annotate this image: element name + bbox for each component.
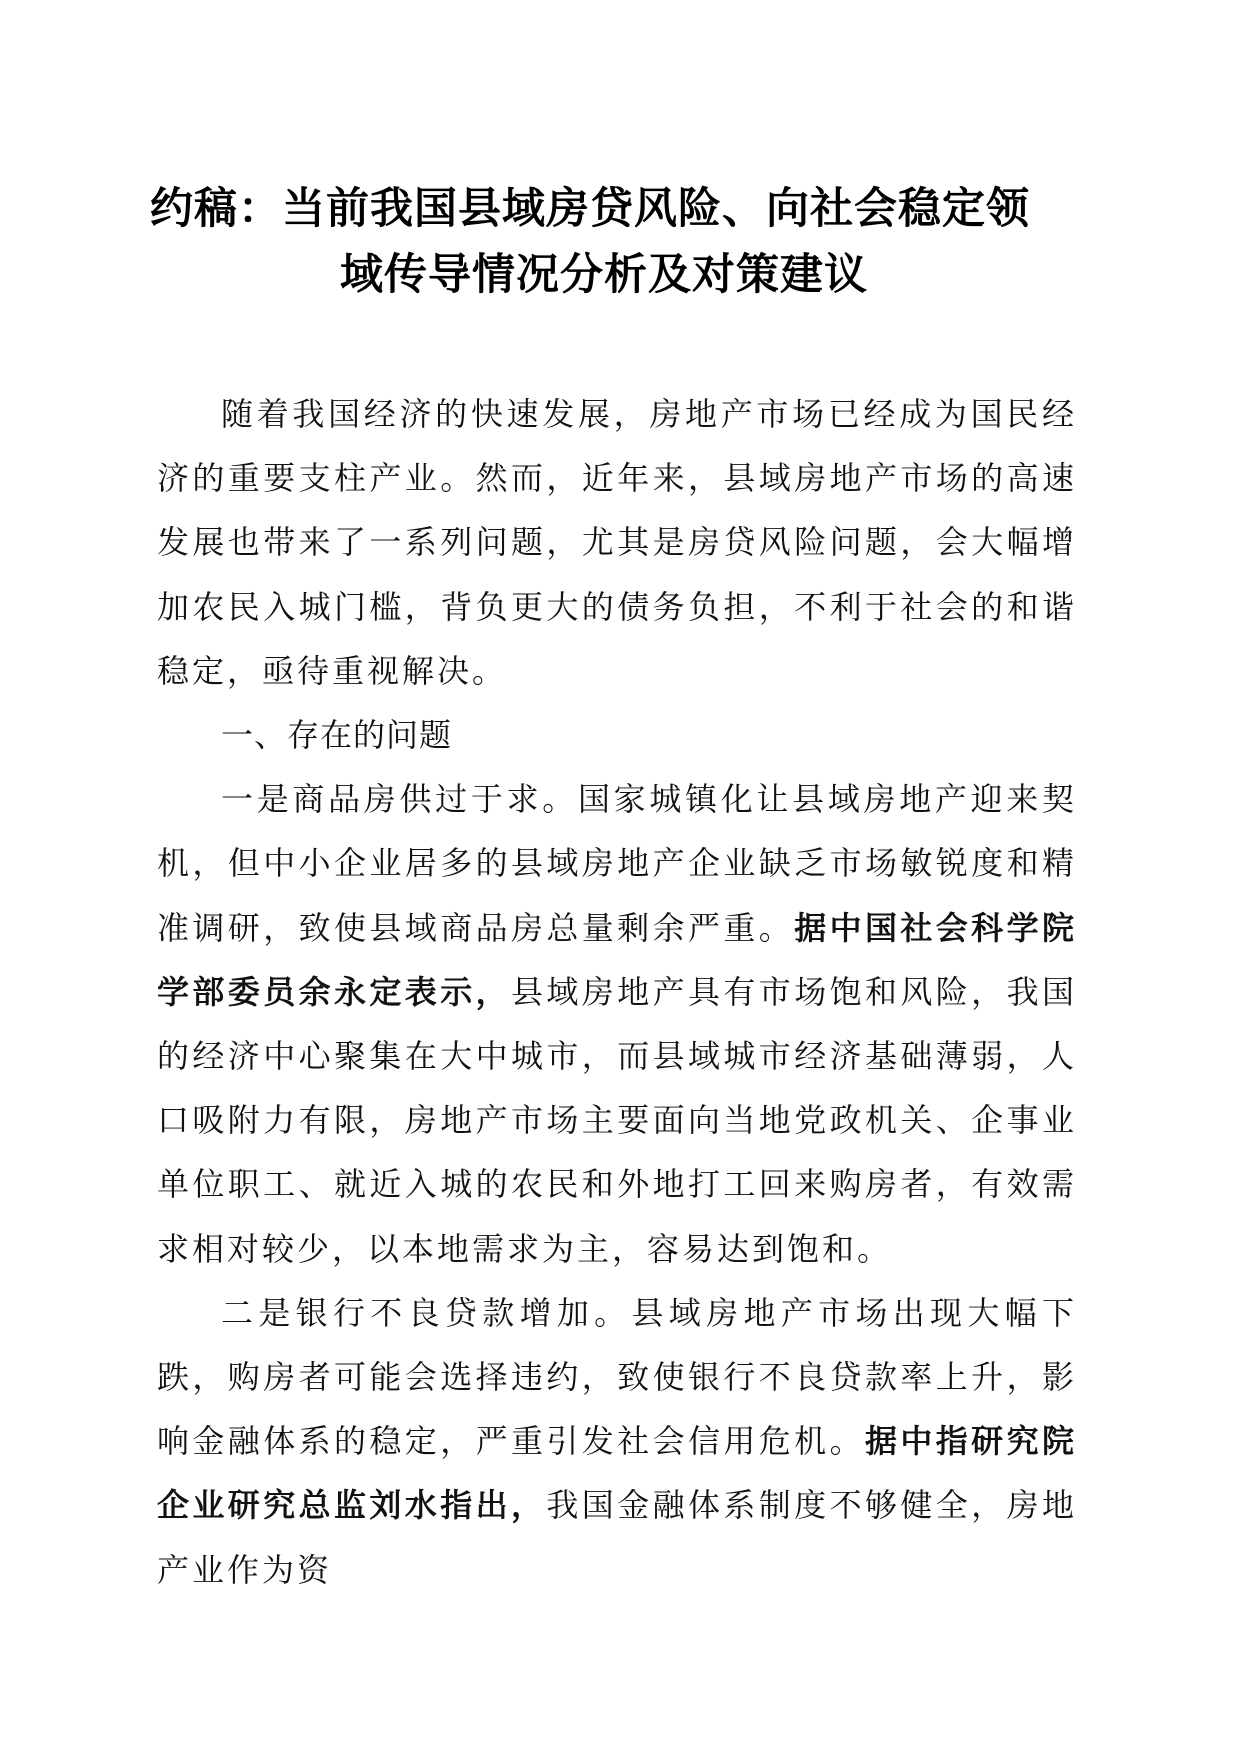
point-2-text-a: 二是银行不良贷款增加。县域房地产市场出现大幅下跌，购房者可能会选择违约，致使银行不良贷款率上升，影响金融体系的稳定，严重引发社会信用危机。 <box>157 1293 1077 1461</box>
document-title <box>150 176 1090 308</box>
title-line-1: 约稿：当前我国县域房贷风险、向社会稳定领 <box>150 184 1030 234</box>
section-heading: 一、存在的问题 <box>221 716 453 755</box>
point-1-bold-source: 据中国社会科学院学部委员余永定表示， <box>157 908 1077 1011</box>
paragraph-point-1 <box>157 767 1077 1281</box>
point-2-bold-source: 据中指研究院企业研究总监刘水指出， <box>157 1422 1077 1525</box>
point-1-text-b: 县域房地产具有市场饱和风险，我国的经济中心聚集在大中城市，而县域城市经济基础薄弱，人口吸附力有限，房地产市场主要面向当地党政机关、企事业单位职工、就近入城的农民和外地打工回来购房者，有效需求相对较少，以本地需求为主，容易达到饱和。 <box>157 972 1077 1268</box>
title-line-2: 域传导情况分析及对策建议 <box>340 250 868 300</box>
paragraph-point-2 <box>157 1281 1077 1602</box>
document-body <box>157 382 1077 1602</box>
point-1-text-a: 一是商品房供过于求。国家城镇化让县域房地产迎来契机，但中小企业居多的县域房地产企业缺乏市场敏锐度和精准调研，致使县域商品房总量剩余严重。 <box>157 780 1077 947</box>
intro-paragraph: 随着我国经济的快速发展，房地产市场已经成为国民经济的重要支柱产业。然而，近年来，县域房地产市场的高速发展也带来了一系列问题，尤其是房贷风险问题，会大幅增加农民入城门槛，背负更大的债务负担，不利于社会的和谐稳定，亟待重视解决。 <box>157 395 1077 690</box>
point-2-text-b: 我国金融体系制度不够健全，房地产业作为资 <box>157 1486 1077 1589</box>
